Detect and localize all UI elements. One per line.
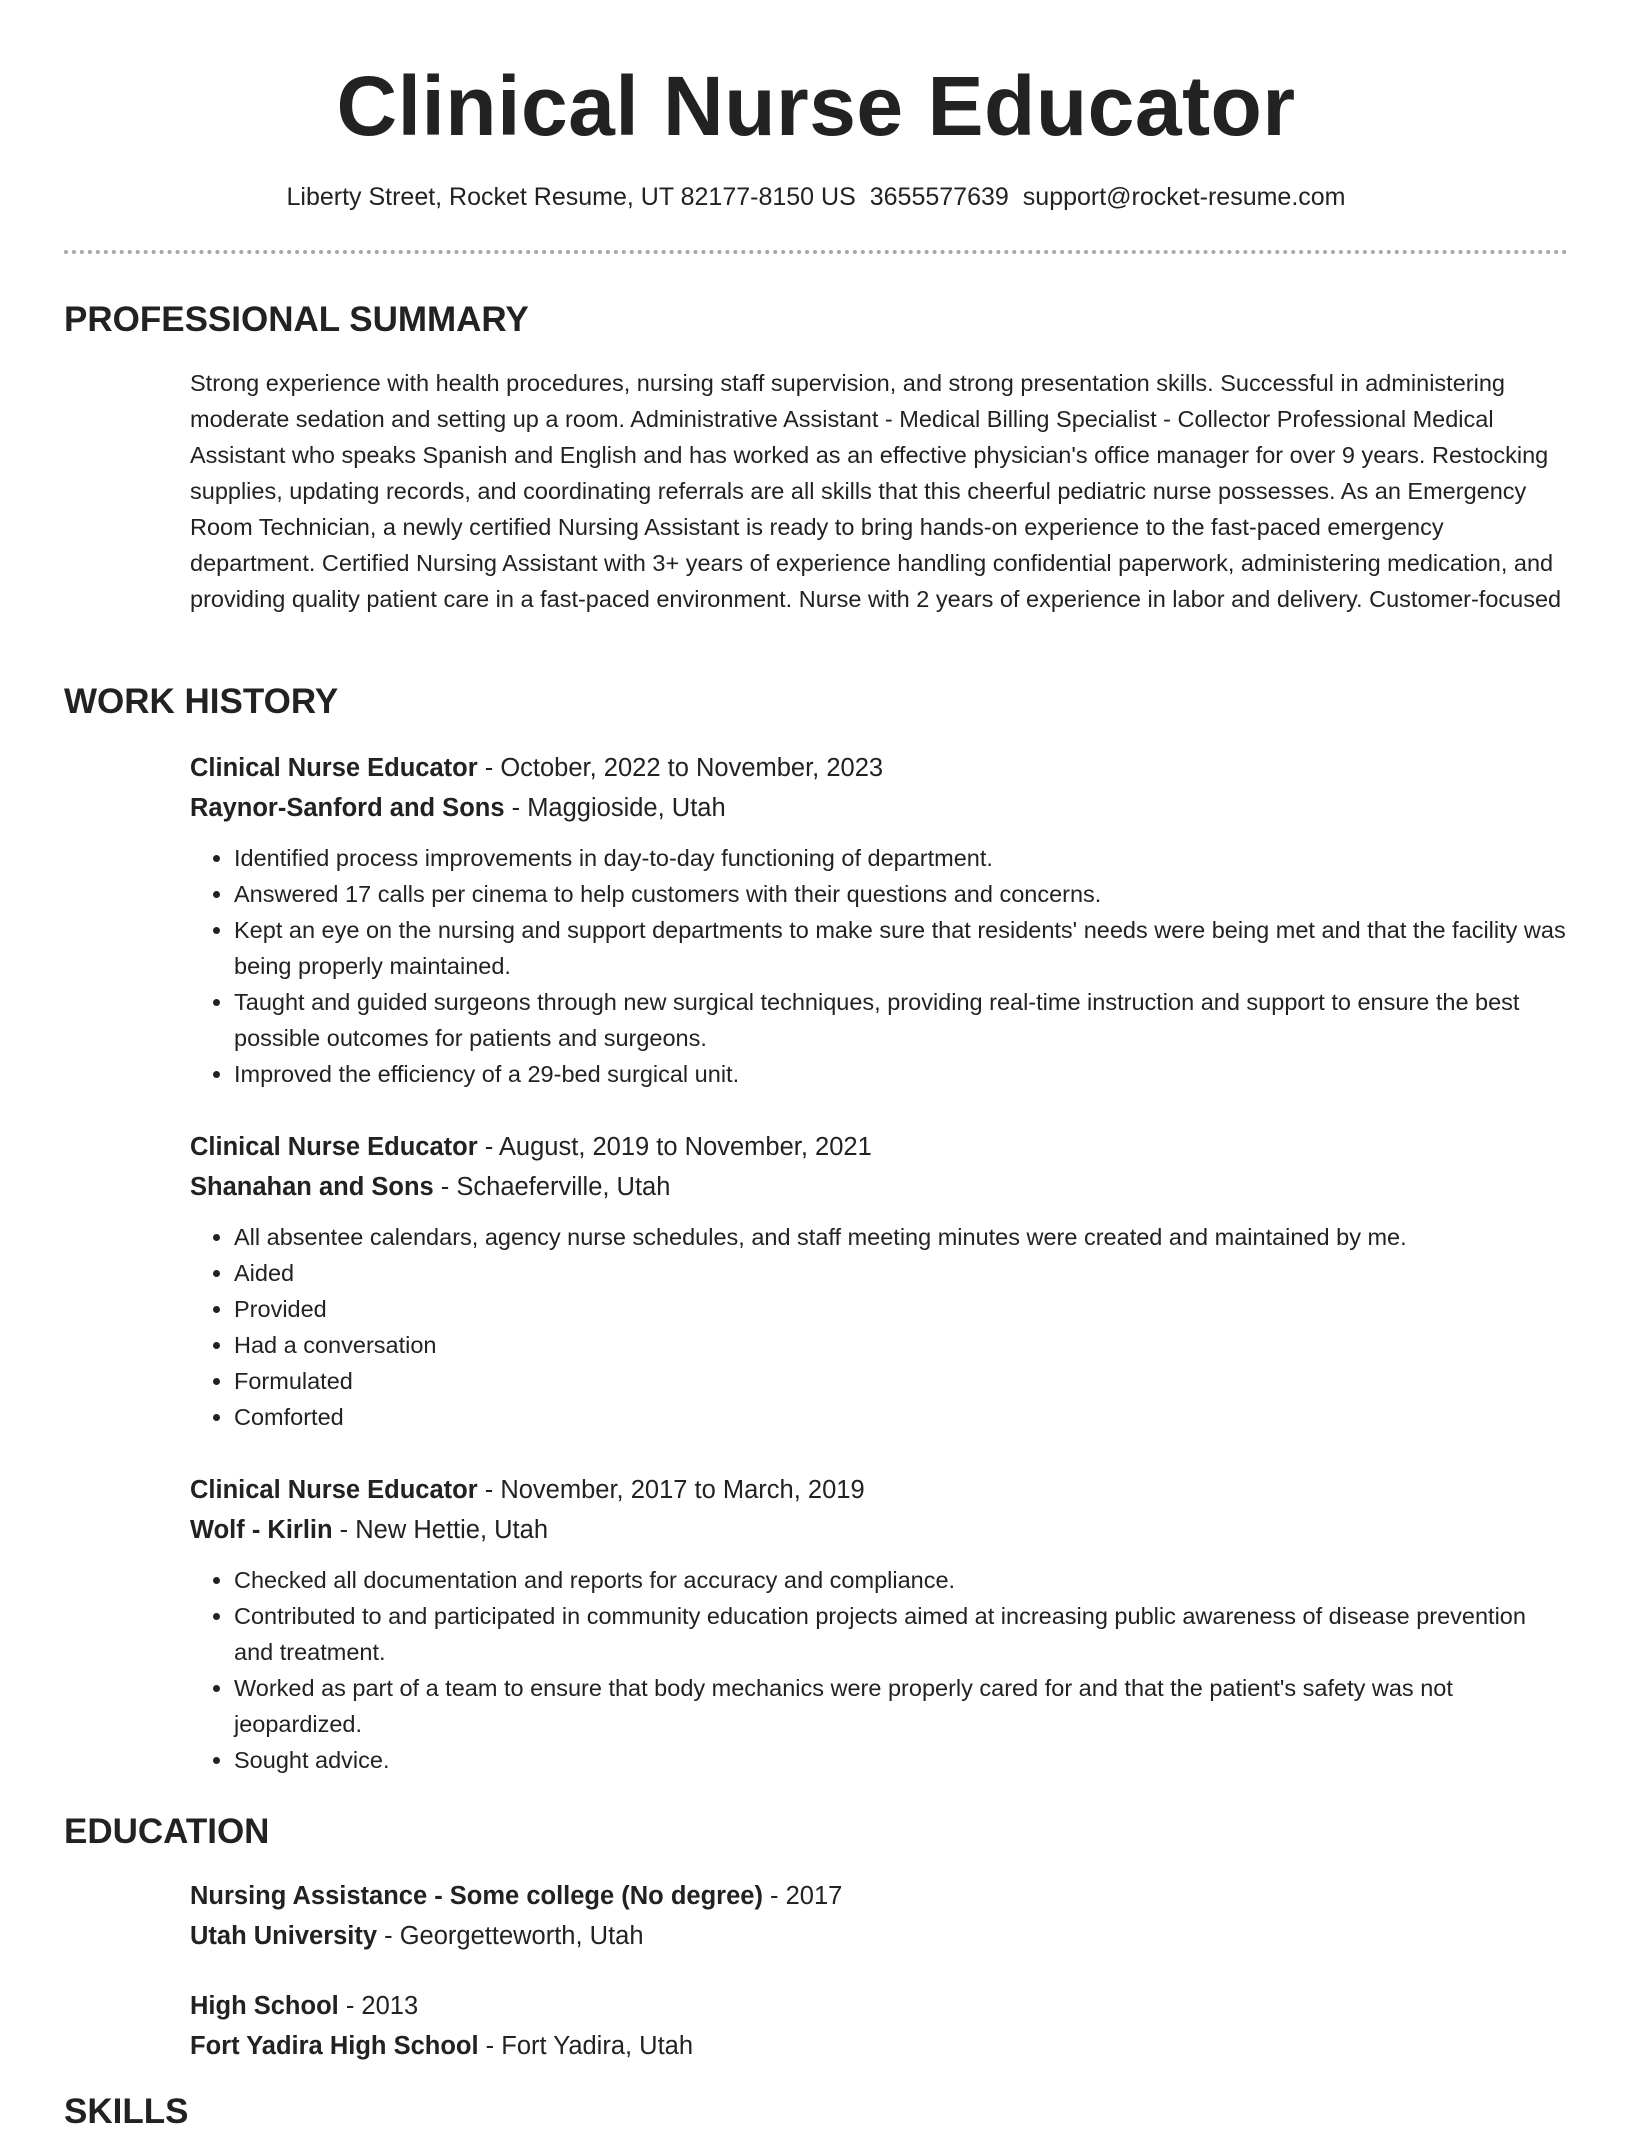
education-year: - 2013 — [338, 1992, 419, 2020]
job-bullet: • Answered 17 calls per cinema to help customers with their questions and concerns. — [234, 876, 1570, 912]
job-title-line — [190, 1127, 1570, 1167]
job-company-line — [190, 1510, 1570, 1550]
contact-phone: 3655577639 — [869, 183, 1009, 211]
job-title: Clinical Nurse Educator — [190, 1133, 478, 1161]
education-school-line — [190, 2026, 1570, 2066]
education-degree: High School — [190, 1992, 339, 2020]
education-degree: Nursing Assistance - Some college (No degree) — [190, 1882, 763, 1910]
education-school: Utah University — [190, 1922, 378, 1950]
job-company: Raynor-Sanford and Sons — [190, 794, 505, 822]
contact-line — [0, 180, 1632, 214]
section-title-work: WORK HISTORY — [64, 682, 339, 721]
header-divider — [64, 250, 1568, 254]
contact-email: support@rocket-resume.com — [1022, 183, 1346, 211]
job-bullet: • Kept an eye on the nursing and support departments to make sure that residents' needs were being met and that the facility was being properly maintained. — [234, 912, 1570, 984]
job-dates: - October, 2022 to November, 2023 — [477, 754, 884, 782]
job-title-line — [190, 1470, 1570, 1510]
education-degree-line — [190, 1986, 1570, 2026]
resume-name: Clinical Nurse Educator — [336, 59, 1296, 153]
job-bullet: • Comforted — [234, 1399, 1570, 1435]
job-bullet: • Provided — [234, 1291, 1570, 1327]
section-title-education: EDUCATION — [64, 1812, 270, 1851]
job-bullet: • Identified process improvements in day-to-day functioning of department. — [234, 840, 1570, 876]
job-entry — [190, 1127, 1570, 1435]
job-bullets — [190, 1219, 1570, 1435]
job-bullet: • All absentee calendars, agency nurse schedules, and staff meeting minutes were created and maintained by me. — [234, 1219, 1570, 1255]
job-bullet: • Worked as part of a team to ensure that body mechanics were properly cared for and that the patient's safety was not jeopardized. — [234, 1670, 1570, 1742]
job-bullet: • Formulated — [234, 1363, 1570, 1399]
job-company-line — [190, 1167, 1570, 1207]
job-entry — [190, 1470, 1570, 1778]
section-title-skills: SKILLS — [64, 2092, 189, 2131]
education-school: Fort Yadira High School — [190, 2032, 479, 2060]
job-bullet: • Had a conversation — [234, 1327, 1570, 1363]
education-entry — [190, 1876, 1570, 1956]
job-company-line — [190, 788, 1570, 828]
job-location: - New Hettie, Utah — [332, 1516, 548, 1544]
job-location: - Maggioside, Utah — [504, 794, 726, 822]
education-school-line — [190, 1916, 1570, 1956]
job-title: Clinical Nurse Educator — [190, 754, 478, 782]
job-dates: - August, 2019 to November, 2021 — [477, 1133, 872, 1161]
summary-text: Strong experience with health procedures, nursing staff supervision, and strong presentation skills. Successful in administering moderate sedation and setting up a room. Administrative Assistant - Medical Billing Specialist - Collector Professional Medical Assistant who speaks Spanish and English and has worked as an effective physician's office manager for over 9 years. Restocking supplies, updating records, and coordinating referrals are all skills that this cheerful pediatric nurse possesses. As an Emergency Room Technician, a newly certified Nursing Assistant is ready to bring hands-on experience to the fast-paced emergency department. Certified Nursing Assistant with 3+ years of experience handling confidential paperwork, administering medication, and providing quality patient care in a fast-paced environment. Nurse with 2 years of experience in labor and delivery. Customer-focused — [190, 370, 1562, 612]
contact-address: Liberty Street, Rocket Resume, UT 82177-8150 US — [286, 183, 856, 211]
job-bullet: • Aided — [234, 1255, 1570, 1291]
section-title-summary: PROFESSIONAL SUMMARY — [64, 300, 529, 339]
job-bullet: • Improved the efficiency of a 29-bed surgical unit. — [234, 1056, 1570, 1092]
job-bullet: • Contributed to and participated in community education projects aimed at increasing public awareness of disease prevention and treatment. — [234, 1598, 1570, 1670]
job-dates: - November, 2017 to March, 2019 — [477, 1476, 865, 1504]
job-entry — [190, 748, 1570, 1092]
job-bullets — [190, 1562, 1570, 1778]
job-bullet: • Checked all documentation and reports for accuracy and compliance. — [234, 1562, 1570, 1598]
education-degree-line — [190, 1876, 1570, 1916]
education-location: - Fort Yadira, Utah — [478, 2032, 694, 2060]
education-year: - 2017 — [762, 1882, 843, 1910]
job-bullets — [190, 840, 1570, 1092]
education-location: - Georgetteworth, Utah — [377, 1922, 644, 1950]
job-location: - Schaeferville, Utah — [433, 1173, 671, 1201]
job-company: Wolf - Kirlin — [190, 1516, 333, 1544]
job-company: Shanahan and Sons — [190, 1173, 434, 1201]
job-title-line — [190, 748, 1570, 788]
job-bullet: • Sought advice. — [234, 1742, 1570, 1778]
job-bullet: • Taught and guided surgeons through new surgical techniques, providing real-time instruction and support to ensure the best possible outcomes for patients and surgeons. — [234, 984, 1570, 1056]
education-entry — [190, 1986, 1570, 2066]
job-title: Clinical Nurse Educator — [190, 1476, 478, 1504]
